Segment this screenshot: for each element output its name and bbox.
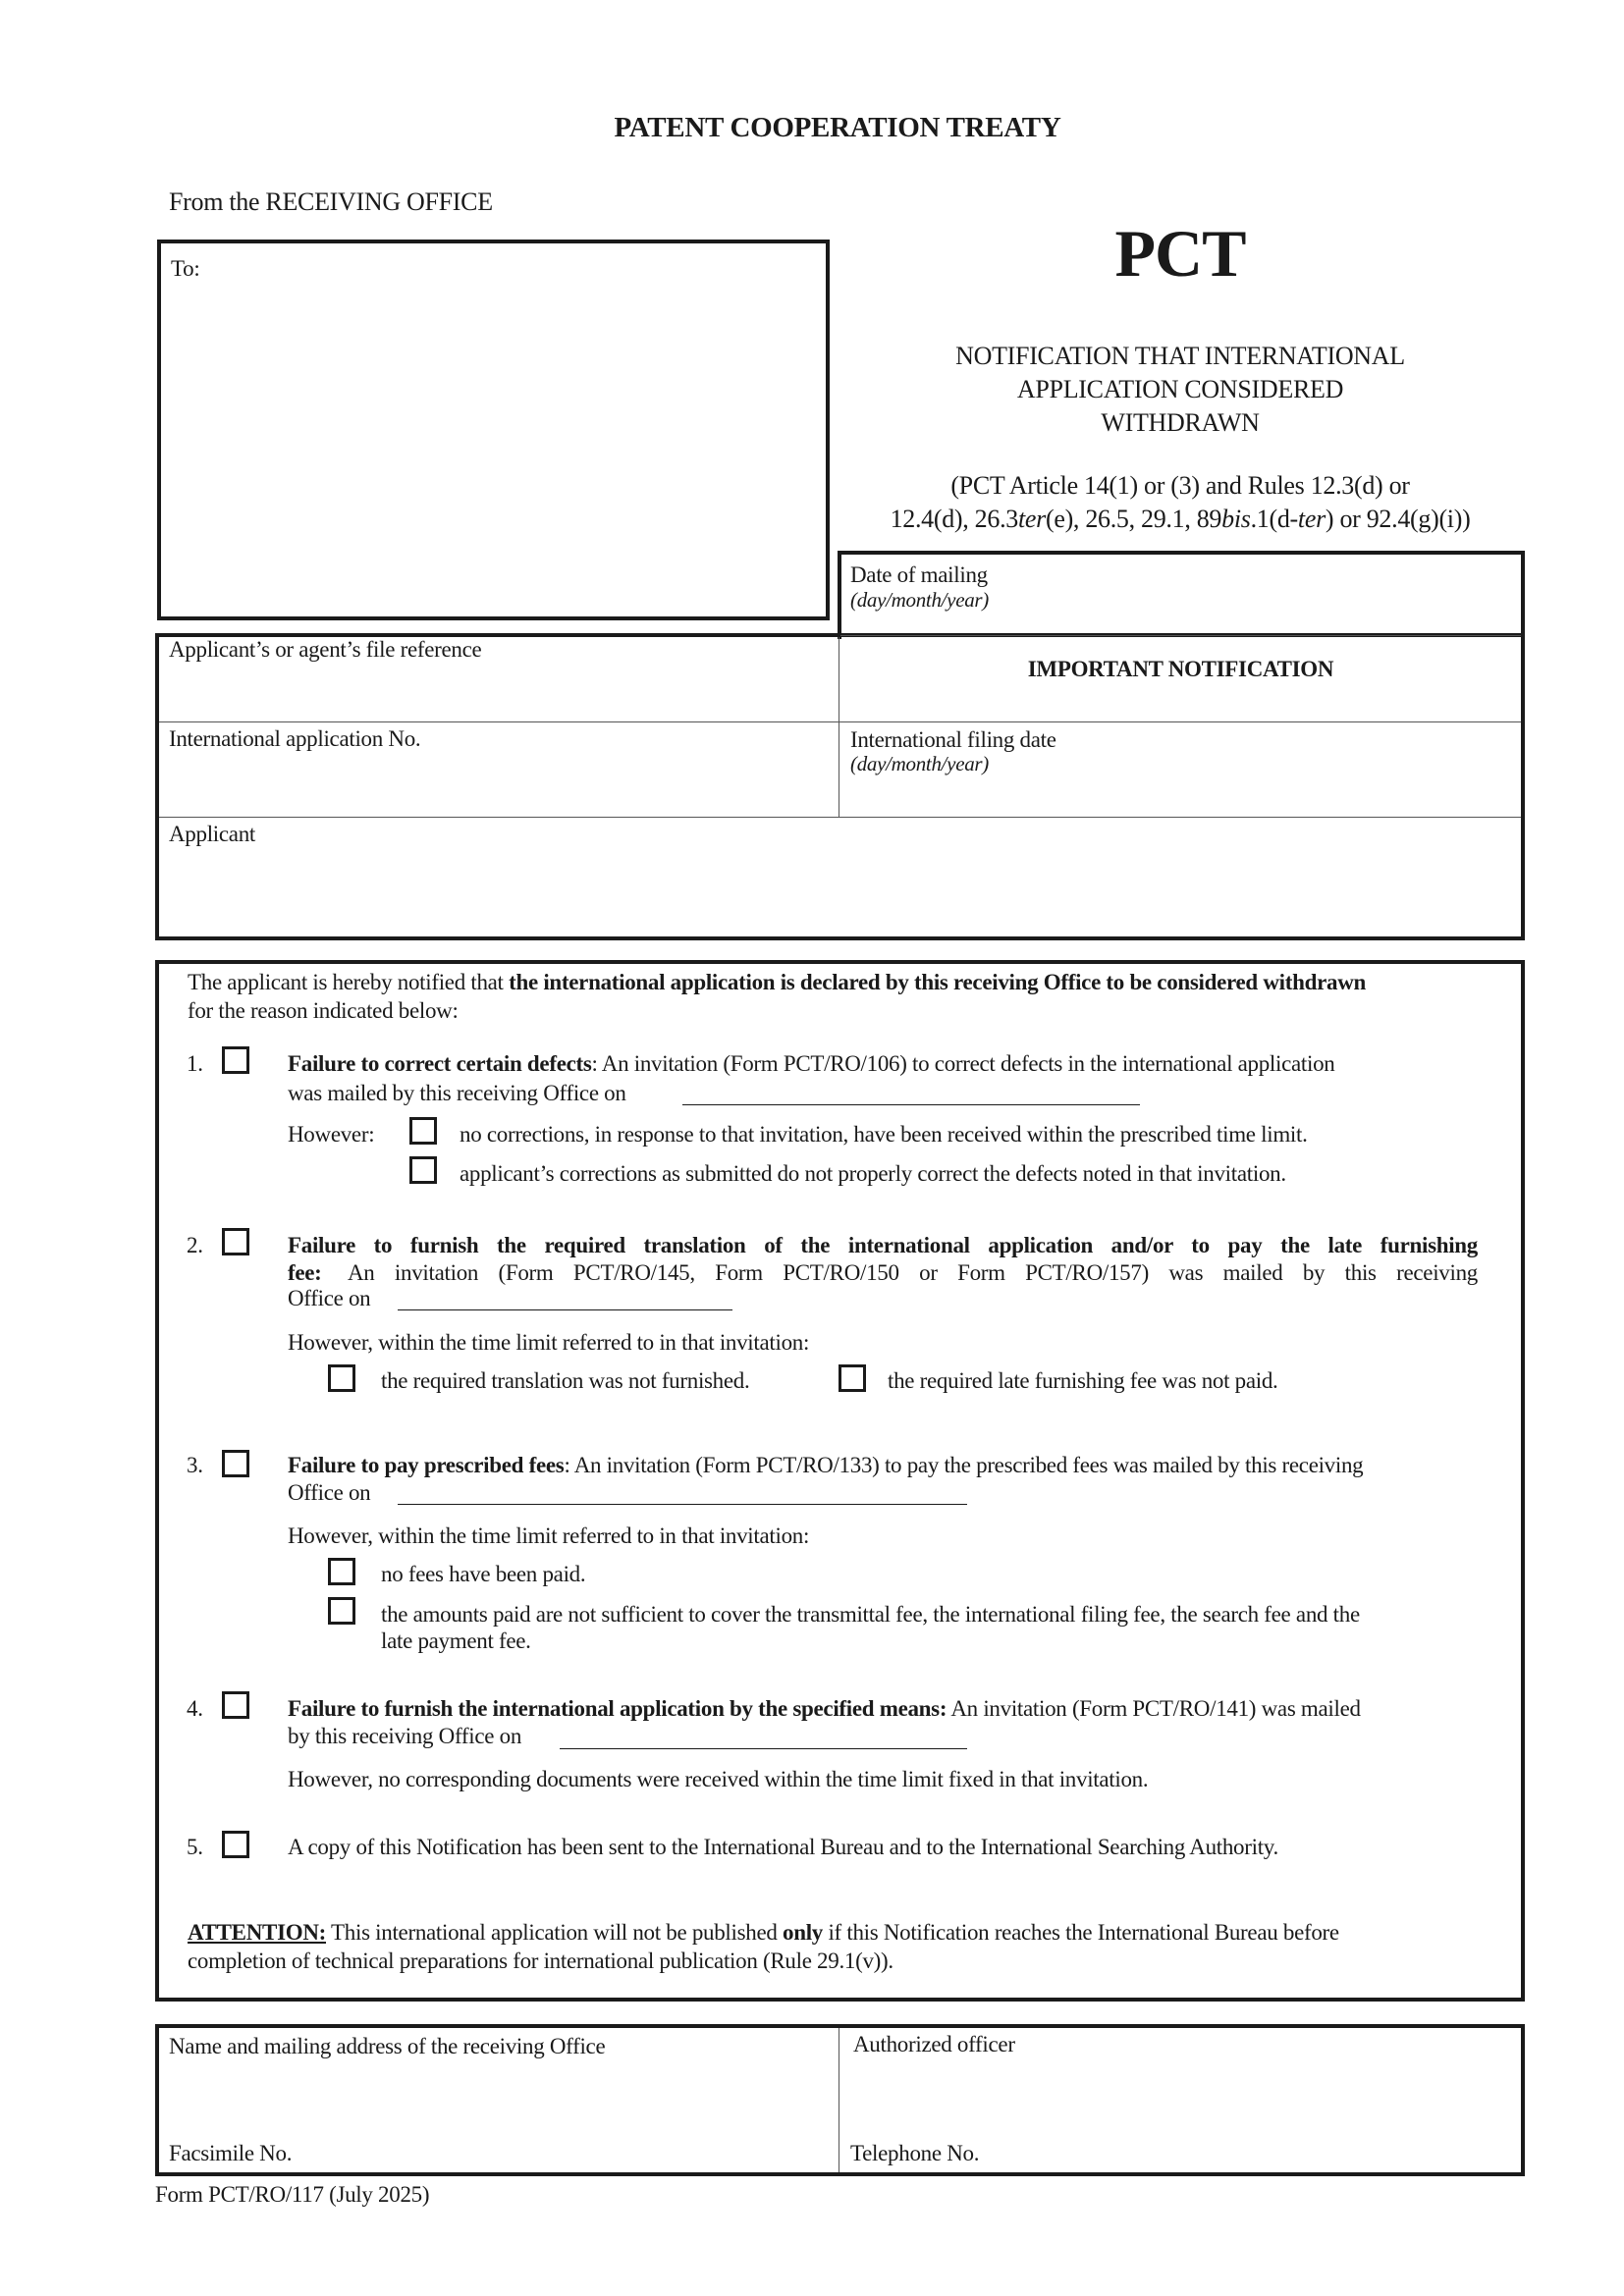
divider [159, 721, 1521, 722]
name-address-field[interactable]: Name and mailing address of the receiving Office [169, 2034, 606, 2058]
intro-line-1: The applicant is hereby notified that the international application is declared by this receiving Office to be considered withdrawn [188, 970, 1367, 994]
item-2-line-1: Failure to furnish the required translation of the international application and/or to pay the late furnishing [288, 1233, 1478, 1257]
pct-logo-text: PCT [1114, 216, 1246, 291]
item-3-option-2-cont: late payment fee. [381, 1629, 531, 1653]
divider [840, 635, 1521, 636]
telephone-field[interactable]: Telephone No. [850, 2141, 980, 2165]
item-4-line-2: by this receiving Office on [288, 1724, 522, 1748]
item-4-text: Failure to furnish the international application by the specified means: An invitation (Form PCT/RO/141) was mailed [288, 1696, 1361, 1721]
date-of-mailing-label: Date of mailing [850, 562, 988, 587]
divider [159, 817, 1521, 818]
item-1-option-1: no corrections, in response to that invitation, have been received within the prescribed time limit. [460, 1122, 1308, 1147]
item-2-checkbox[interactable] [222, 1228, 249, 1255]
to-address-box[interactable] [157, 240, 830, 620]
item-2-line-2: An invitation (Form PCT/RO/145, Form PCT/RO/150 or Form PCT/RO/157) was mailed by this receiving [348, 1260, 1478, 1285]
item-5-number: 5. [187, 1835, 203, 1859]
item-2-fee-label: fee: [288, 1260, 322, 1285]
applicant-field[interactable]: Applicant [169, 822, 255, 846]
item-1-date-line[interactable] [682, 1104, 1140, 1105]
item-1-line-2: was mailed by this receiving Office on [288, 1081, 626, 1105]
facsimile-field[interactable]: Facsimile No. [169, 2141, 293, 2165]
item-3-option-1: no fees have been paid. [381, 1562, 586, 1586]
item-4-checkbox[interactable] [222, 1691, 249, 1719]
item-5-text: A copy of this Notification has been sent to the International Bureau and to the International Searching Authority. [288, 1835, 1278, 1859]
item-4-date-line[interactable] [560, 1748, 967, 1749]
item-3-however: However, within the time limit referred to in that invitation: [288, 1523, 810, 1548]
item-1-however: However: [288, 1122, 375, 1147]
item-3-text: Failure to pay prescribed fees: An invitation (Form PCT/RO/133) to pay the prescribed fees was mailed by this receiving [288, 1453, 1364, 1477]
item-3-line-2: Office on [288, 1480, 371, 1505]
item-2-option-2-checkbox[interactable] [839, 1364, 866, 1392]
to-label: To: [171, 256, 200, 281]
from-label: From the RECEIVING OFFICE [169, 187, 493, 216]
form-title: PATENT COOPERATION TREATY [614, 112, 1061, 143]
item-4-number: 4. [187, 1696, 203, 1721]
item-1-number: 1. [187, 1051, 203, 1076]
item-3-number: 3. [187, 1453, 203, 1477]
international-filing-date-field[interactable]: International filing date [850, 727, 1056, 752]
attention-notice: ATTENTION: This international application will not be published only if this Notification reaches the International Bureau before [188, 1920, 1339, 1945]
item-3-checkbox[interactable] [222, 1450, 249, 1477]
intro-line-2: for the reason indicated below: [188, 998, 459, 1023]
item-3-option-2-checkbox[interactable] [328, 1597, 355, 1625]
item-2-option-1-checkbox[interactable] [328, 1364, 355, 1392]
notification-title-2: APPLICATION CONSIDERED [1016, 375, 1344, 403]
item-3-option-1-checkbox[interactable] [328, 1558, 355, 1585]
authorized-officer-field[interactable]: Authorized officer [853, 2032, 1015, 2056]
item-3-option-2: the amounts paid are not sufficient to cover the transmittal fee, the international filing fee, the search fee and the [381, 1602, 1360, 1627]
item-5-checkbox[interactable] [222, 1831, 249, 1858]
filing-date-format: (day/month/year) [850, 752, 989, 775]
item-1-option-1-checkbox[interactable] [409, 1117, 437, 1145]
notification-title-3: WITHDRAWN [1101, 408, 1260, 437]
item-1-text: Failure to correct certain defects: An invitation (Form PCT/RO/106) to correct defects in the international application [288, 1051, 1335, 1076]
rules-reference-2: 12.4(d), 26.3ter(e), 26.5, 29.1, 89bis.1(d-ter) or 92.4(g)(i)) [890, 505, 1471, 533]
item-2-number: 2. [187, 1233, 203, 1257]
form-identifier: Form PCT/RO/117 (July 2025) [155, 2182, 430, 2207]
item-2-option-1: the required translation was not furnished. [381, 1368, 750, 1393]
date-of-mailing-format: (day/month/year) [850, 588, 989, 612]
item-4-line-3: However, no corresponding documents were received within the time limit fixed in that invitation. [288, 1767, 1149, 1791]
item-2-option-2: the required late furnishing fee was not paid. [888, 1368, 1278, 1393]
notification-title-1: NOTIFICATION THAT INTERNATIONAL [955, 342, 1405, 370]
item-1-checkbox[interactable] [222, 1046, 249, 1074]
international-application-no-field[interactable]: International application No. [169, 726, 421, 751]
rules-reference-1: (PCT Article 14(1) or (3) and Rules 12.3(d) or [950, 471, 1410, 500]
item-3-date-line[interactable] [398, 1504, 967, 1505]
item-2-date-line[interactable] [398, 1309, 732, 1310]
important-notification: IMPORTANT NOTIFICATION [1027, 657, 1334, 681]
item-1-option-2-checkbox[interactable] [409, 1156, 437, 1184]
item-2-however: However, within the time limit referred to in that invitation: [288, 1330, 810, 1355]
attention-notice-line-2: completion of technical preparations for international publication (Rule 29.1(v)). [188, 1949, 893, 1973]
file-reference-field[interactable]: Applicant’s or agent’s file reference [169, 637, 482, 662]
item-1-option-2: applicant’s corrections as submitted do not properly correct the defects noted in that invitation. [460, 1161, 1286, 1186]
item-2-line-3: Office on [288, 1286, 371, 1310]
